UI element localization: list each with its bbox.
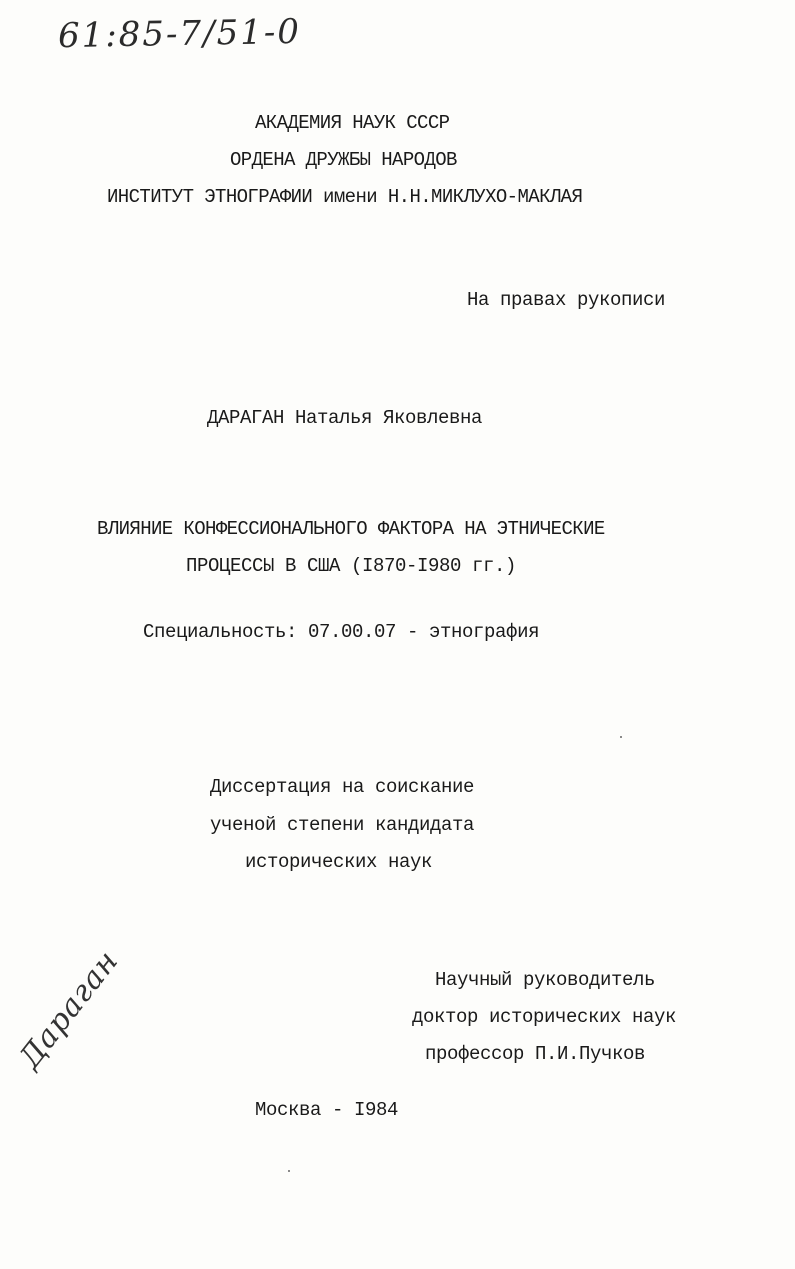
archive-code: 61:85-7/51-0 — [57, 11, 302, 57]
author-signature: Дараган — [12, 943, 126, 1075]
degree-line-2: ученой степени кандидата — [210, 814, 475, 836]
title-line-2: ПРОЦЕССЫ В США (I870-I980 гг.) — [186, 555, 517, 577]
degree-line-3: исторических наук — [245, 851, 433, 873]
manuscript-note: На правах рукописи — [467, 289, 666, 311]
institution-line-2: ОРДЕНА ДРУЖБЫ НАРОДОВ — [230, 149, 457, 171]
author-name: ДАРАГАН Наталья Яковлевна — [207, 407, 483, 429]
paper-speck — [288, 1170, 290, 1172]
supervisor-line-3: профессор П.И.Пучков — [425, 1043, 646, 1065]
title-line-1: ВЛИЯНИЕ КОНФЕССИОНАЛЬНОГО ФАКТОРА НА ЭТНИЧЕСКИЕ — [97, 518, 605, 540]
institution-line-3: ИНСТИТУТ ЭТНОГРАФИИ имени Н.Н.МИКЛУХО-МАКЛАЯ — [107, 186, 583, 208]
supervisor-line-2: доктор исторических наук — [412, 1006, 677, 1028]
paper-speck — [620, 736, 622, 738]
city-year: Москва - I984 — [255, 1099, 399, 1121]
supervisor-line-1: Научный руководитель — [435, 969, 656, 991]
specialty: Специальность: 07.00.07 - этнография — [143, 621, 540, 643]
degree-line-1: Диссертация на соискание — [210, 776, 475, 798]
institution-line-1: АКАДЕМИЯ НАУК СССР — [255, 112, 450, 134]
